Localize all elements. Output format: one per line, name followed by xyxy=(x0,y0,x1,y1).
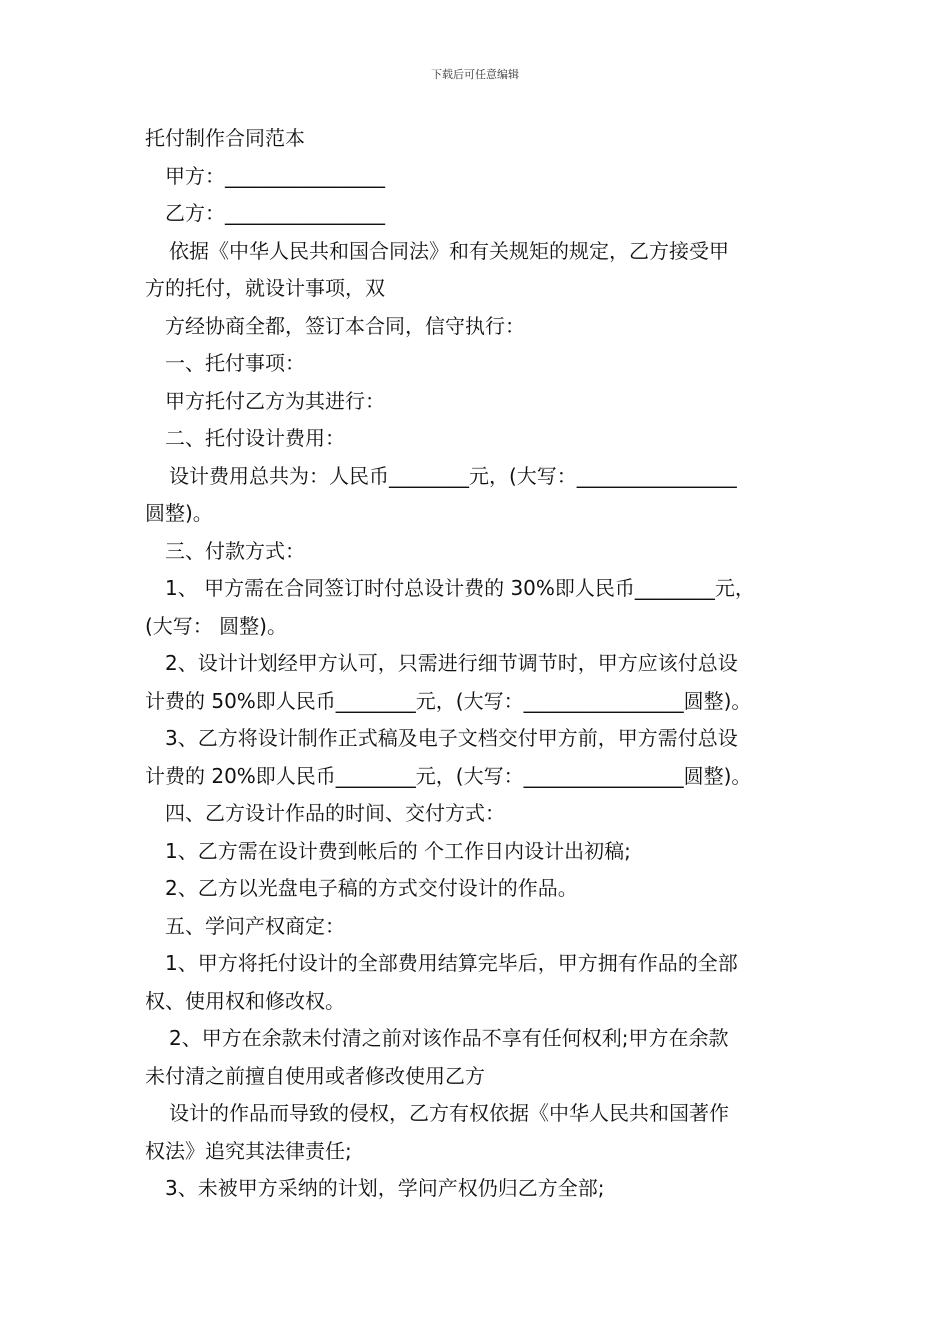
section-1-heading: 一、托付事项： xyxy=(165,351,305,375)
section-4-item-2: 2、乙方以光盘电子稿的方式交付设计的作品。 xyxy=(165,876,578,900)
section-2-line-2: 圆整)。 xyxy=(145,501,213,525)
section-1-body: 甲方托付乙方为其进行： xyxy=(165,388,385,413)
section-3-item-3-line-1: 3、乙方将设计制作正式稿及电子文档交付甲方前，甲方需付总设 xyxy=(165,726,738,750)
section-3-item-2-line-1: 2、设计计划经甲方认可，只需进行细节调节时，甲方应该付总设 xyxy=(165,651,738,675)
preamble-line-3: 方经协商全都，签订本合同，信守执行： xyxy=(165,313,525,338)
section-3-item-2-line-2: 计费的 50%即人民币________元，(大写：________________圆整)。 xyxy=(145,688,752,713)
section-2-heading: 二、托付设计费用： xyxy=(165,426,345,450)
document-title: 托付制作合同范本 xyxy=(145,126,305,150)
section-5-item-2-line-4: 权法》追究其法律责任; xyxy=(145,1138,352,1163)
section-3-item-3-line-2: 计费的 20%即人民币________元，(大写：________________圆整)。 xyxy=(145,763,752,788)
section-5-item-2-line-1: 2、甲方在余款未付清之前对该作品不享有任何权利;甲方在余款 xyxy=(169,1026,729,1050)
section-5-item-1-line-2: 权、使用权和修改权。 xyxy=(145,988,345,1013)
section-5-item-2-line-2: 未付清之前擅自使用或者修改使用乙方 xyxy=(145,1063,485,1088)
section-4-heading: 四、乙方设计作品的时间、交付方式： xyxy=(165,801,505,825)
contract-document xyxy=(145,120,807,1208)
section-5-item-2-line-3: 设计的作品而导致的侵权，乙方有权依据《中华人民共和国著作 xyxy=(169,1101,729,1125)
section-5-item-1-line-1: 1、甲方将托付设计的全部费用结算完毕后，甲方拥有作品的全部 xyxy=(165,951,738,975)
preamble-line-1: 依据《中华人民共和国合同法》和有关规矩的规定，乙方接受甲 xyxy=(169,238,729,263)
party-b-line: 乙方：________________ xyxy=(165,201,385,225)
header-note: 下载后可任意编辑 xyxy=(431,68,519,81)
section-3-heading: 三、付款方式： xyxy=(165,538,305,563)
section-3-item-1-line-2: (大写： 圆整)。 xyxy=(145,613,287,638)
section-5-heading: 五、学问产权商定： xyxy=(165,913,345,938)
section-3-item-1-line-1: 1、 甲方需在合同签订时付总设计费的 30%即人民币________元， xyxy=(165,576,755,600)
section-2-line-1: 设计费用总共为：人民币________元，(大写：________________ xyxy=(169,463,737,488)
section-5-item-3: 3、未被甲方采纳的计划，学问产权仍归乙方全部; xyxy=(165,1176,605,1200)
party-a-line: 甲方：________________ xyxy=(165,163,385,188)
preamble-line-2: 方的托付，就设计事项，双 xyxy=(145,276,385,300)
section-4-item-1: 1、乙方需在设计费到帐后的 个工作日内设计出初稿; xyxy=(165,838,631,863)
